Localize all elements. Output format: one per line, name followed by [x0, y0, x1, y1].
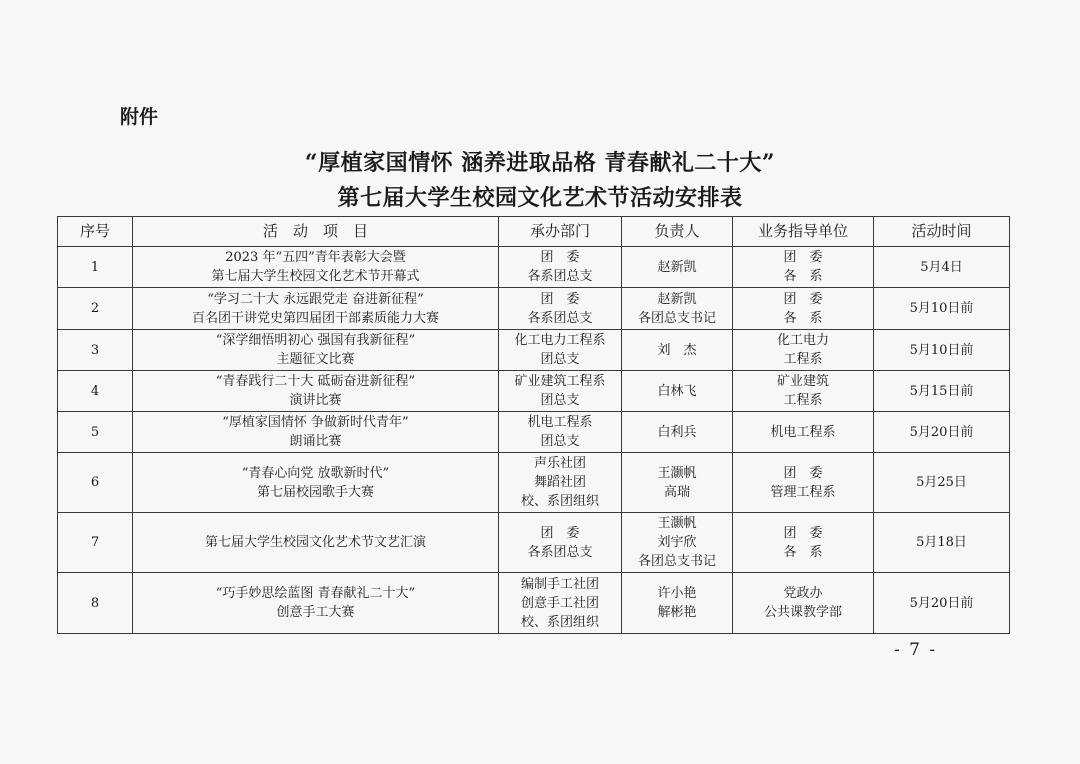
cell-project: 第七届大学生校园文化艺术节文艺汇演: [133, 513, 499, 573]
document-title-line1: “厚植家国情怀 涵养进取品格 青春献礼二十大”: [304, 150, 776, 176]
cell-project: “厚植家国情怀 争做新时代青年” 朗诵比赛: [133, 412, 499, 453]
header-guidance: 业务指导单位: [733, 217, 874, 247]
header-no: 序号: [58, 217, 133, 247]
table-row: [58, 371, 1010, 412]
cell-organizer: 声乐社团 舞蹈社团 校、系团组织: [499, 453, 622, 513]
cell-organizer: 团 委 各系团总支: [499, 288, 622, 330]
table-row: [58, 247, 1010, 288]
cell-time: 5月10日前: [874, 288, 1010, 330]
page-number: - 7 -: [894, 640, 938, 660]
cell-leader: 白林飞: [622, 371, 733, 412]
cell-leader: 赵新凯 各团总支书记: [622, 288, 733, 330]
cell-guidance: 团 委 各 系: [733, 513, 874, 573]
header-organizer: 承办部门: [499, 217, 622, 247]
header-project: 活 动 项 目: [133, 217, 499, 247]
cell-guidance: 团 委 管理工程系: [733, 453, 874, 513]
cell-no: 2: [58, 288, 133, 330]
table-row: [58, 453, 1010, 513]
table-row: [58, 573, 1010, 634]
cell-leader: 王灏帆 刘宇欣 各团总支书记: [622, 513, 733, 573]
cell-time: 5月25日: [874, 453, 1010, 513]
cell-project: “青春心向党 放歌新时代” 第七届校园歌手大赛: [133, 453, 499, 513]
cell-organizer: 团 委 各系团总支: [499, 247, 622, 288]
cell-leader: 赵新凯: [622, 247, 733, 288]
cell-project: 2023 年“五四”青年表彰大会暨 第七届大学生校园文化艺术节开幕式: [133, 247, 499, 288]
cell-time: 5月4日: [874, 247, 1010, 288]
table-row: [58, 513, 1010, 573]
cell-guidance: 团 委 各 系: [733, 288, 874, 330]
cell-organizer: 团 委 各系团总支: [499, 513, 622, 573]
header-time: 活动时间: [874, 217, 1010, 247]
cell-no: 6: [58, 453, 133, 513]
table-header-row: [58, 217, 1010, 247]
attachment-label: 附件: [120, 106, 159, 128]
cell-time: 5月10日前: [874, 330, 1010, 371]
cell-guidance: 矿业建筑 工程系: [733, 371, 874, 412]
header-leader: 负责人: [622, 217, 733, 247]
cell-no: 8: [58, 573, 133, 634]
table-row: [58, 288, 1010, 330]
cell-project: “青春践行二十大 砥砺奋进新征程” 演讲比赛: [133, 371, 499, 412]
document-title-line2: 第七届大学生校园文化艺术节活动安排表: [337, 185, 743, 211]
cell-no: 5: [58, 412, 133, 453]
cell-organizer: 矿业建筑工程系 团总支: [499, 371, 622, 412]
cell-no: 1: [58, 247, 133, 288]
cell-project: “巧手妙思绘蓝图 青春献礼二十大” 创意手工大赛: [133, 573, 499, 634]
cell-no: 3: [58, 330, 133, 371]
cell-guidance: 机电工程系: [733, 412, 874, 453]
cell-organizer: 机电工程系 团总支: [499, 412, 622, 453]
cell-no: 4: [58, 371, 133, 412]
cell-no: 7: [58, 513, 133, 573]
cell-time: 5月15日前: [874, 371, 1010, 412]
cell-guidance: 化工电力 工程系: [733, 330, 874, 371]
cell-leader: 王灏帆 高瑞: [622, 453, 733, 513]
cell-project: “学习二十大 永远跟党走 奋进新征程” 百名团干讲党史第四届团干部素质能力大赛: [133, 288, 499, 330]
cell-leader: 白利兵: [622, 412, 733, 453]
activity-schedule-table: [57, 216, 1010, 634]
cell-guidance: 团 委 各 系: [733, 247, 874, 288]
cell-time: 5月20日前: [874, 412, 1010, 453]
table-row: [58, 412, 1010, 453]
cell-time: 5月18日: [874, 513, 1010, 573]
cell-project: “深学细悟明初心 强国有我新征程” 主题征文比赛: [133, 330, 499, 371]
cell-organizer: 编制手工社团 创意手工社团 校、系团组织: [499, 573, 622, 634]
cell-guidance: 党政办 公共课教学部: [733, 573, 874, 634]
cell-leader: 刘 杰: [622, 330, 733, 371]
cell-organizer: 化工电力工程系 团总支: [499, 330, 622, 371]
cell-leader: 许小艳 解彬艳: [622, 573, 733, 634]
cell-time: 5月20日前: [874, 573, 1010, 634]
table-row: [58, 330, 1010, 371]
